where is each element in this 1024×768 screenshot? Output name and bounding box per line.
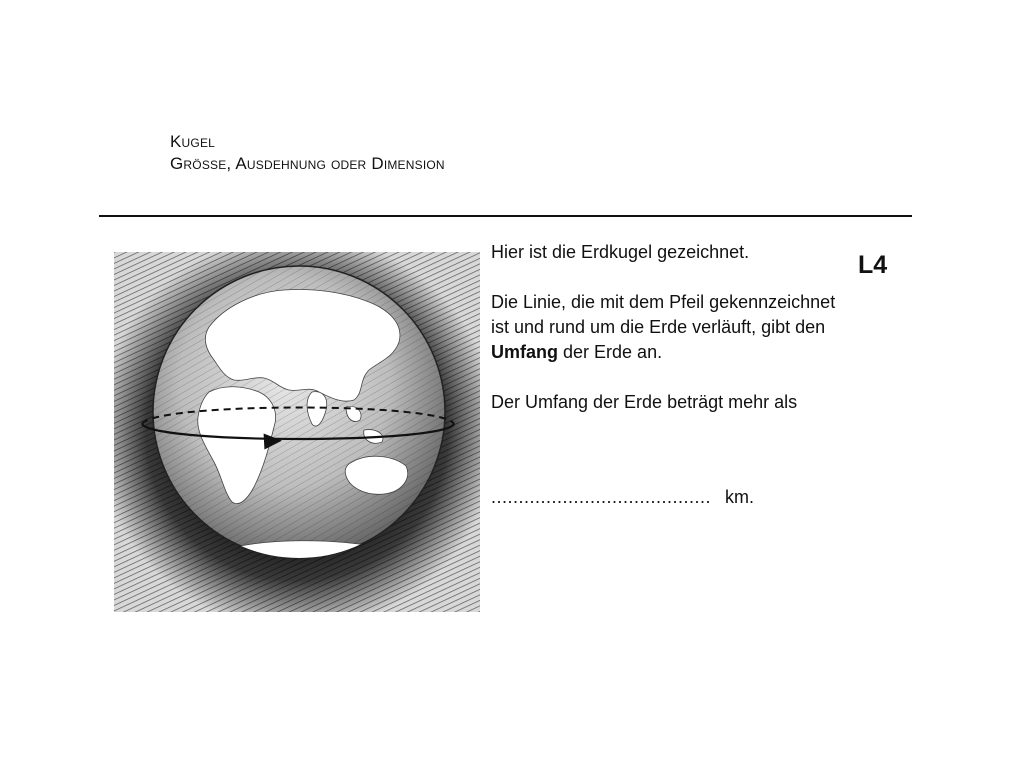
explanation-paragraph	[491, 290, 851, 365]
worksheet-heading	[170, 131, 445, 175]
task-text	[491, 240, 851, 415]
globe-with-equator-arrow-icon	[114, 252, 480, 612]
keyword-umfang: Umfang	[491, 342, 558, 362]
explanation-part-1: Die Linie, die mit dem Pfeil gekennzeichnet ist und rund um die Erde verläuft, gibt den	[491, 292, 836, 337]
answer-unit: km.	[725, 487, 755, 507]
header-divider	[99, 215, 912, 217]
title-line-1: Kugel	[170, 132, 216, 151]
title-line-2: Grösse, Ausdehnung oder Dimension	[170, 154, 445, 173]
intro-sentence: Hier ist die Erdkugel gezeichnet.	[491, 242, 750, 262]
task-code-label: L4	[858, 251, 888, 279]
question-sentence: Der Umfang der Erde beträgt mehr als	[491, 392, 798, 412]
answer-blank[interactable]: ........................................	[491, 487, 712, 507]
explanation-part-2: der Erde an.	[563, 342, 663, 362]
answer-field[interactable]	[491, 485, 754, 510]
